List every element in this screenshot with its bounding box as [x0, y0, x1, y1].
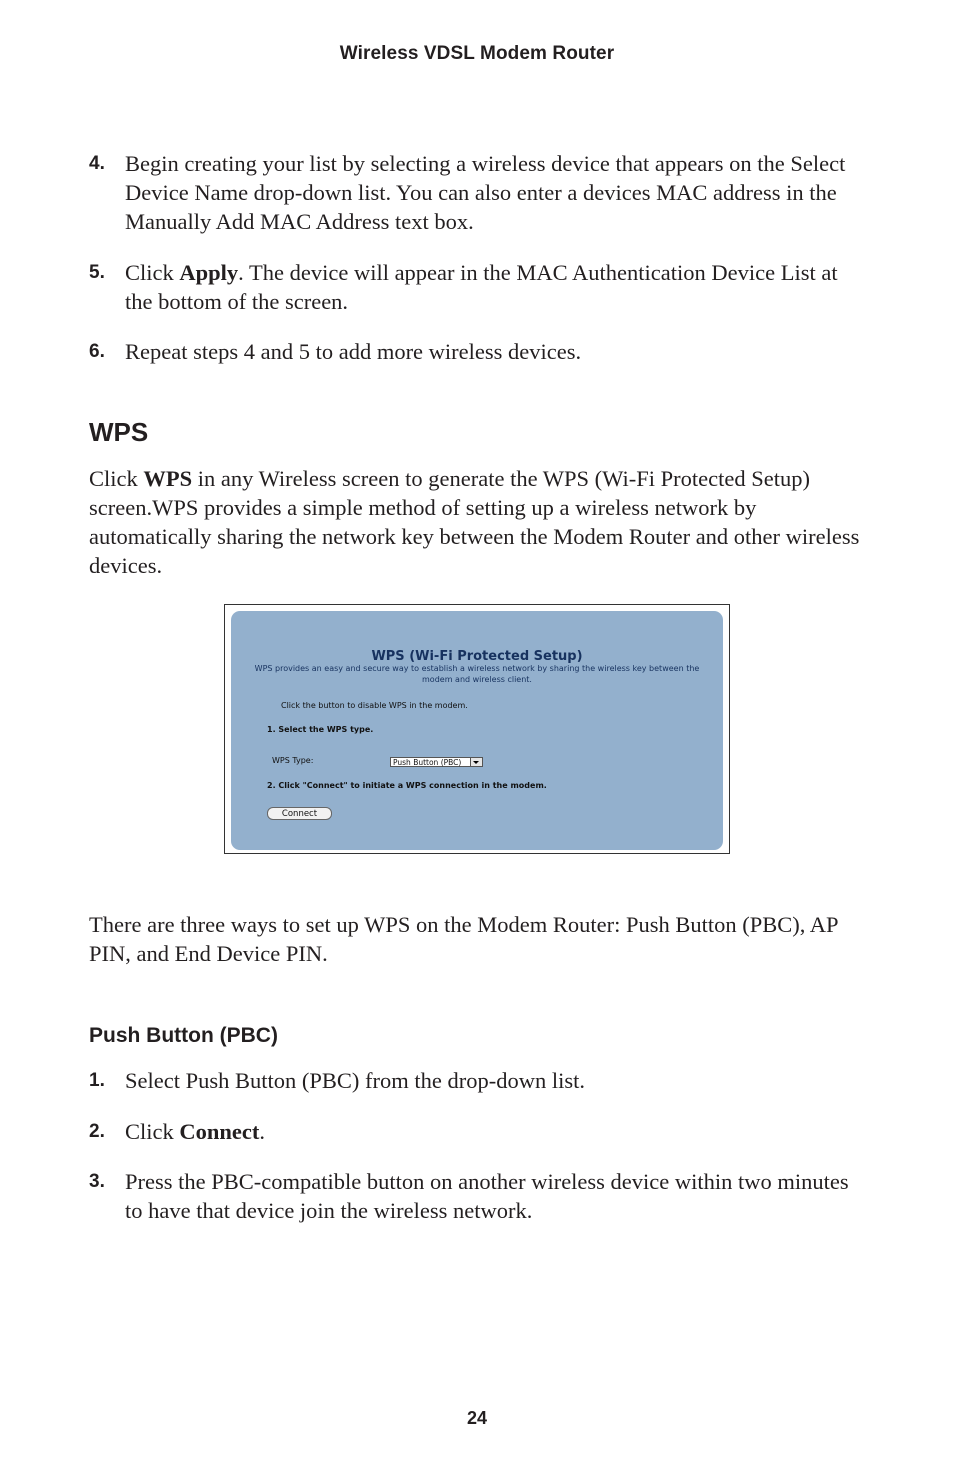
text-run: . [259, 1119, 265, 1144]
text-run: in any Wireless screen to generate the WPS (Wi-Fi Protected Setup) screen.WPS provides a simple method of setting up a wireless network by automatically sharing the network key between the Modem Router and other wireless devices. [89, 466, 860, 578]
page-number: 24 [466, 1408, 488, 1428]
ways-paragraph: There are three ways to set up WPS on the Modem Router: Push Button (PBC), AP PIN, and End Device PIN. [89, 912, 838, 966]
step-text [125, 1117, 870, 1146]
disable-wps-text: Click the button to disable WPS in the modem. [281, 701, 468, 710]
step-number: 1. [89, 1070, 105, 1091]
wps-panel-title: WPS (Wi-Fi Protected Setup) [371, 649, 583, 664]
bold-term: WPS [143, 466, 193, 491]
step1-label: 1. Select the WPS type. [267, 725, 374, 734]
wps-intro [89, 464, 869, 580]
running-header: Wireless VDSL Modem Router [339, 43, 615, 64]
step-text: Begin creating your list by selecting a wireless device that appears on the Select Device Name drop-down list. You can also enter a devices MAC address in the Manually Add MAC Address text box. [125, 151, 846, 234]
text-run: . The device will appear in the MAC Authentication Device List at the bottom of the screen. [125, 260, 838, 314]
wps-type-value: Push Button (PBC) [393, 758, 462, 767]
step-number: 4. [89, 153, 105, 174]
wps-panel [231, 611, 723, 850]
connect-button[interactable]: Connect [267, 807, 332, 820]
wps-screenshot [224, 604, 730, 854]
step-number: 5. [89, 262, 105, 283]
chevron-down-icon[interactable] [470, 758, 482, 766]
bold-term: Apply [179, 260, 239, 285]
step-number: 6. [89, 341, 105, 362]
text-run: Click [89, 466, 144, 491]
step2-label: 2. Click "Connect" to initiate a WPS connection in the modem. [267, 781, 547, 790]
text-run: Click [125, 1119, 180, 1144]
bold-term: Connect [179, 1119, 260, 1144]
wps-type-select[interactable] [390, 757, 483, 767]
wps-panel-description: WPS provides an easy and secure way to establish a wireless network by sharing the wireless key between the modem and wireless client. [254, 664, 700, 684]
step-text: Select Push Button (PBC) from the drop-down list. [125, 1068, 585, 1093]
step-text: Press the PBC-compatible button on another wireless device within two minutes to have that device join the wireless network. [125, 1169, 849, 1223]
section-heading-pbc: Push Button (PBC) [89, 1024, 278, 1047]
step-text: Repeat steps 4 and 5 to add more wireless devices. [125, 339, 582, 364]
step-number: 3. [89, 1171, 105, 1192]
section-heading-wps: WPS [89, 417, 149, 447]
wps-type-label: WPS Type: [272, 756, 314, 765]
text-run: Click [125, 260, 180, 285]
step-text [125, 258, 870, 316]
step-number: 2. [89, 1121, 105, 1142]
